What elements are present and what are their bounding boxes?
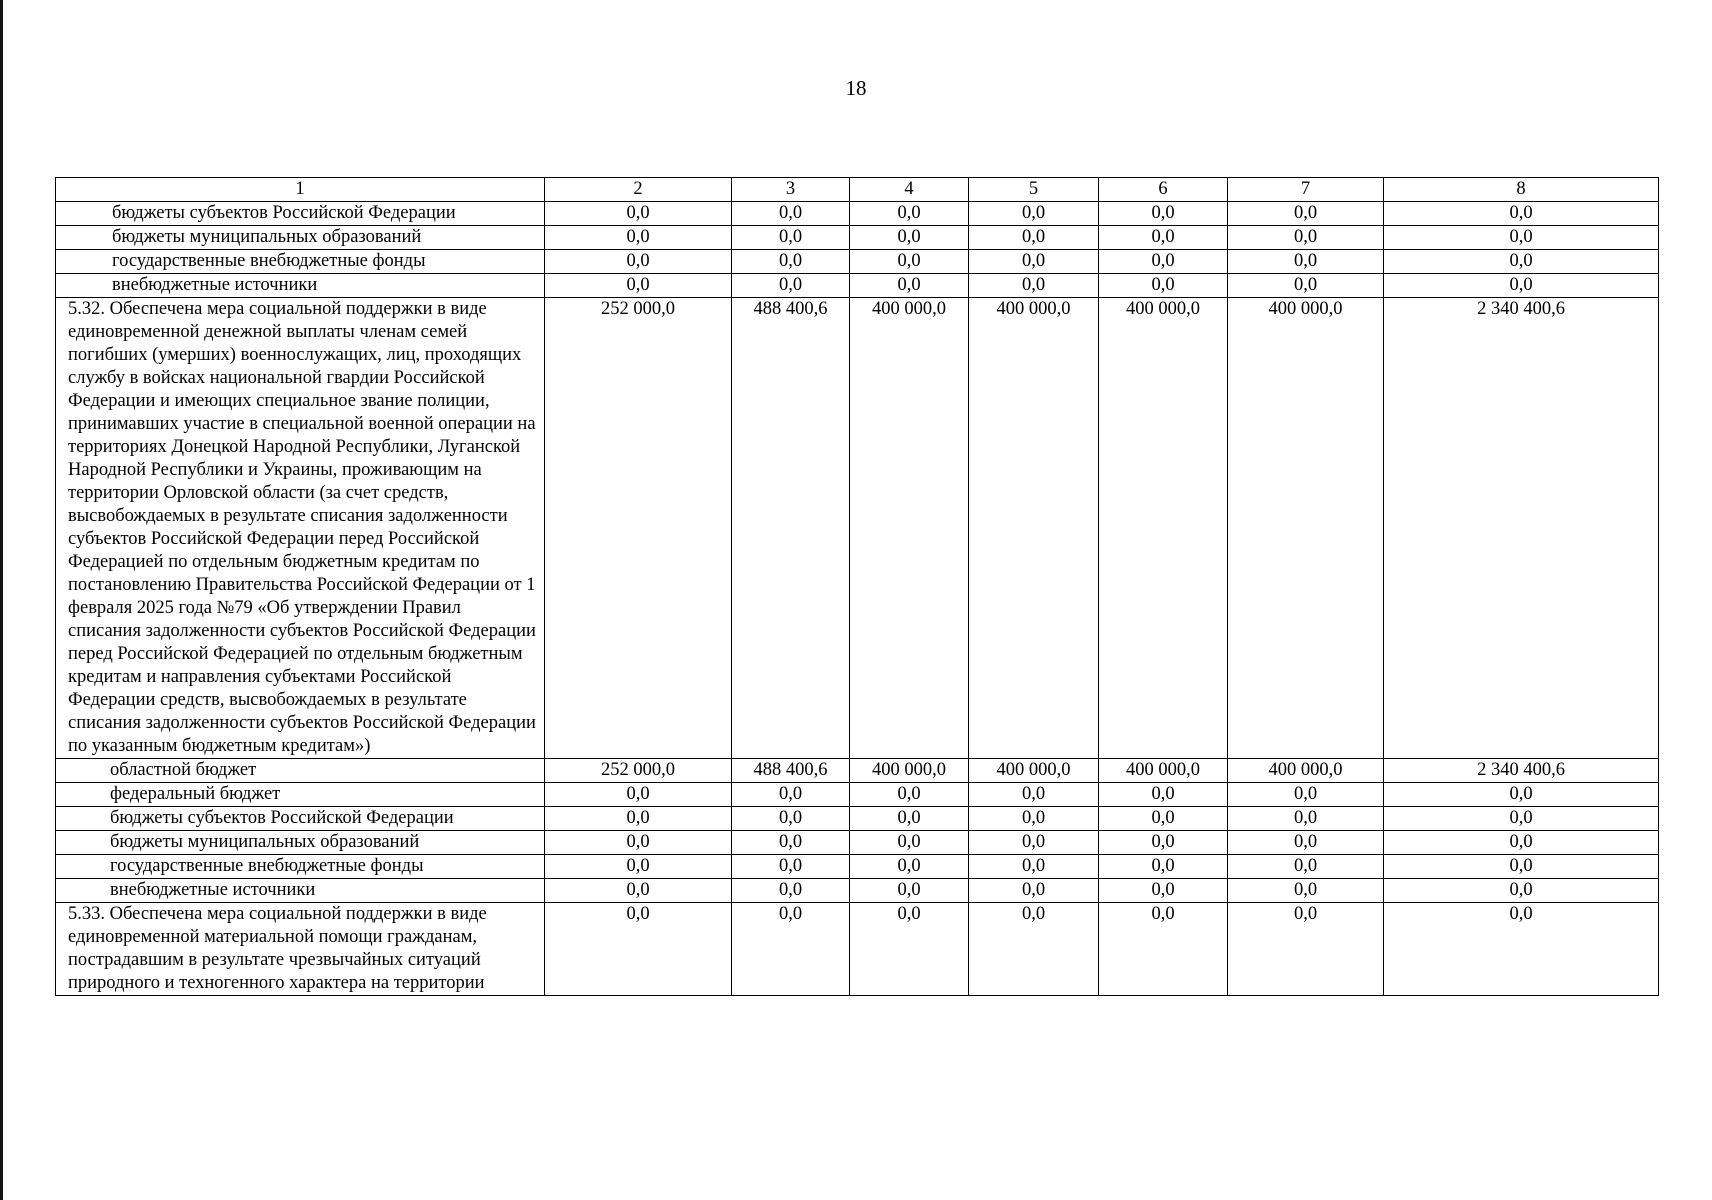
value-cell: 0,0 <box>1099 831 1228 855</box>
table-row <box>56 202 1659 226</box>
value-cell: 0,0 <box>732 903 850 996</box>
column-number: 2 <box>545 178 732 202</box>
table-row <box>56 250 1659 274</box>
row-label: бюджеты муниципальных образований <box>56 831 545 855</box>
row-label: внебюджетные источники <box>56 274 545 298</box>
table-row <box>56 831 1659 855</box>
value-cell: 0,0 <box>850 202 969 226</box>
table-row <box>56 879 1659 903</box>
table-row <box>56 274 1659 298</box>
value-cell: 0,0 <box>1099 807 1228 831</box>
value-cell: 0,0 <box>1099 783 1228 807</box>
value-cell: 0,0 <box>969 783 1099 807</box>
value-cell: 2 340 400,6 <box>1384 298 1659 759</box>
header-row <box>56 178 1659 202</box>
table-row <box>56 226 1659 250</box>
value-cell: 0,0 <box>850 226 969 250</box>
row-label: бюджеты субъектов Российской Федерации <box>56 807 545 831</box>
value-cell: 252 000,0 <box>545 298 732 759</box>
value-cell: 0,0 <box>1384 903 1659 996</box>
value-cell: 0,0 <box>1384 250 1659 274</box>
value-cell: 400 000,0 <box>969 298 1099 759</box>
value-cell: 0,0 <box>969 250 1099 274</box>
value-cell: 0,0 <box>1099 202 1228 226</box>
value-cell: 0,0 <box>545 202 732 226</box>
value-cell: 0,0 <box>732 783 850 807</box>
value-cell: 0,0 <box>969 879 1099 903</box>
value-cell: 0,0 <box>1384 807 1659 831</box>
value-cell: 0,0 <box>1384 226 1659 250</box>
value-cell: 0,0 <box>1228 202 1384 226</box>
value-cell: 488 400,6 <box>732 759 850 783</box>
value-cell: 400 000,0 <box>850 298 969 759</box>
column-number: 8 <box>1384 178 1659 202</box>
row-label: 5.33. Обеспечена мера социальной поддержки в виде единовременной материальной помощи гражданам, пострадавшим в результате чрезвычайных ситуаций природного и техногенного характера на территории <box>56 903 545 996</box>
row-label: государственные внебюджетные фонды <box>56 250 545 274</box>
scan-edge <box>0 0 3 1200</box>
row-label: государственные внебюджетные фонды <box>56 855 545 879</box>
value-cell: 0,0 <box>850 831 969 855</box>
row-label: 5.32. Обеспечена мера социальной поддержки в виде единовременной денежной выплаты членам семей погибших (умерших) военнослужащих, лиц, проходящих службу в войсках национальной гвардии Российской Федерации и имеющих специальное звание полиции, принимавших участие в специальной военной операции на территориях Донецкой Народной Республики, Луганской Народной Республики и Украины, проживающим на территории Орловской области (за счет средств, высвобождаемых в результате списания задолженности субъектов Российской Федерации перед Российской Федерацией по отдельным бюджетным кредитам по постановлению Правительства Российской Федерации от 1 февраля 2025 года №79 «Об утверждении Правил списания задолженности субъектов Российской Федерации перед Российской Федерацией по отдельным бюджетным кредитам и направления субъектами Российской Федерации средств, высвобождаемых в результате списания задолженности субъектов Российской Федерации по указанным бюджетным кредитам») <box>56 298 545 759</box>
value-cell: 0,0 <box>732 855 850 879</box>
value-cell: 0,0 <box>1384 274 1659 298</box>
value-cell: 0,0 <box>969 807 1099 831</box>
table-row <box>56 759 1659 783</box>
row-label: бюджеты муниципальных образований <box>56 226 545 250</box>
value-cell: 0,0 <box>1228 831 1384 855</box>
row-label: областной бюджет <box>56 759 545 783</box>
value-cell: 400 000,0 <box>969 759 1099 783</box>
row-label: федеральный бюджет <box>56 783 545 807</box>
value-cell: 0,0 <box>545 903 732 996</box>
value-cell: 0,0 <box>969 903 1099 996</box>
value-cell: 0,0 <box>850 879 969 903</box>
value-cell: 0,0 <box>732 274 850 298</box>
value-cell: 2 340 400,6 <box>1384 759 1659 783</box>
value-cell: 0,0 <box>1228 274 1384 298</box>
value-cell: 0,0 <box>545 226 732 250</box>
value-cell: 0,0 <box>1228 250 1384 274</box>
table-row <box>56 807 1659 831</box>
value-cell: 400 000,0 <box>1099 298 1228 759</box>
value-cell: 0,0 <box>1384 879 1659 903</box>
value-cell: 488 400,6 <box>732 298 850 759</box>
value-cell: 0,0 <box>1099 855 1228 879</box>
value-cell: 0,0 <box>1228 226 1384 250</box>
column-number: 7 <box>1228 178 1384 202</box>
value-cell: 0,0 <box>1099 274 1228 298</box>
value-cell: 0,0 <box>1384 855 1659 879</box>
page-number: 18 <box>845 76 867 100</box>
value-cell: 0,0 <box>1384 831 1659 855</box>
value-cell: 0,0 <box>969 202 1099 226</box>
value-cell: 0,0 <box>850 855 969 879</box>
value-cell: 0,0 <box>1099 226 1228 250</box>
value-cell: 0,0 <box>732 226 850 250</box>
value-cell: 0,0 <box>1228 903 1384 996</box>
value-cell: 0,0 <box>969 226 1099 250</box>
value-cell: 0,0 <box>850 807 969 831</box>
value-cell: 0,0 <box>732 807 850 831</box>
value-cell: 0,0 <box>850 783 969 807</box>
value-cell: 0,0 <box>732 831 850 855</box>
column-number: 5 <box>969 178 1099 202</box>
value-cell: 0,0 <box>969 274 1099 298</box>
column-number: 3 <box>732 178 850 202</box>
value-cell: 0,0 <box>545 250 732 274</box>
row-label: внебюджетные источники <box>56 879 545 903</box>
value-cell: 0,0 <box>850 903 969 996</box>
table-row <box>56 855 1659 879</box>
value-cell: 0,0 <box>850 250 969 274</box>
value-cell: 0,0 <box>545 855 732 879</box>
table-row <box>56 783 1659 807</box>
value-cell: 0,0 <box>545 879 732 903</box>
value-cell: 0,0 <box>545 807 732 831</box>
value-cell: 0,0 <box>1099 879 1228 903</box>
value-cell: 400 000,0 <box>1099 759 1228 783</box>
value-cell: 0,0 <box>732 202 850 226</box>
value-cell: 0,0 <box>545 783 732 807</box>
column-number: 6 <box>1099 178 1228 202</box>
value-cell: 0,0 <box>1228 855 1384 879</box>
value-cell: 0,0 <box>732 879 850 903</box>
value-cell: 0,0 <box>1228 879 1384 903</box>
value-cell: 400 000,0 <box>1228 759 1384 783</box>
budget-table <box>55 177 1659 996</box>
item-5-32-row <box>56 298 1659 759</box>
column-number: 4 <box>850 178 969 202</box>
value-cell: 0,0 <box>1099 250 1228 274</box>
value-cell: 0,0 <box>850 274 969 298</box>
column-number: 1 <box>56 178 545 202</box>
value-cell: 0,0 <box>969 831 1099 855</box>
value-cell: 0,0 <box>732 250 850 274</box>
value-cell: 0,0 <box>1099 903 1228 996</box>
row-label: бюджеты субъектов Российской Федерации <box>56 202 545 226</box>
value-cell: 0,0 <box>969 855 1099 879</box>
value-cell: 400 000,0 <box>850 759 969 783</box>
value-cell: 400 000,0 <box>1228 298 1384 759</box>
item-5-33-row <box>56 903 1659 996</box>
value-cell: 0,0 <box>545 274 732 298</box>
value-cell: 0,0 <box>1384 783 1659 807</box>
value-cell: 252 000,0 <box>545 759 732 783</box>
value-cell: 0,0 <box>545 831 732 855</box>
value-cell: 0,0 <box>1384 202 1659 226</box>
value-cell: 0,0 <box>1228 807 1384 831</box>
value-cell: 0,0 <box>1228 783 1384 807</box>
